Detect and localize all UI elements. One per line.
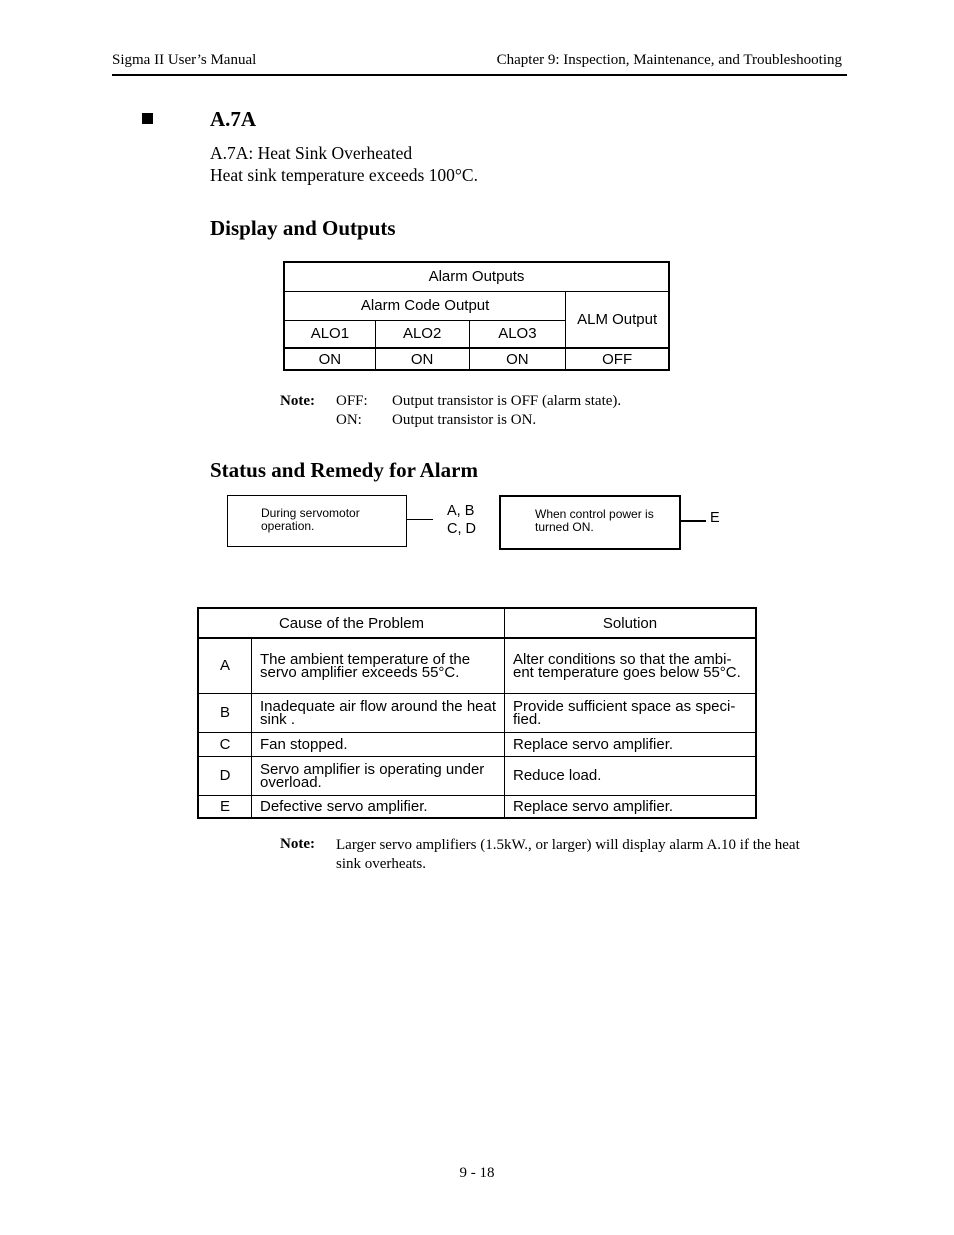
row-cause: The ambient temperature of the servo amplifier exceeds 55°C.: [252, 638, 505, 693]
note-on-key: ON:: [336, 412, 362, 428]
connector-line-2: [679, 520, 706, 522]
header-chapter-title: Chapter 9: Inspection, Maintenance, and Troubleshooting: [496, 52, 842, 68]
row-solution: Replace servo amplifier.: [505, 732, 757, 756]
alarm-outputs-title: Alarm Outputs: [284, 262, 669, 291]
table-row: [198, 795, 756, 818]
status-box-control-power-on: [499, 495, 681, 550]
square-bullet-icon: [142, 113, 153, 124]
alarm-description: Heat sink temperature exceeds 100°C.: [210, 165, 478, 185]
status-label-ab: A, B: [447, 503, 475, 519]
header-rule: [112, 74, 847, 76]
row-cause: Servo amplifier is operating under overload.: [252, 756, 505, 795]
status-box-servomotor-text: During servomotor operation.: [261, 506, 360, 533]
alo1-header: ALO1: [284, 320, 375, 348]
row-solution: Alter conditions so that the ambi-ent temperature goes below 55°C.: [505, 638, 757, 693]
alarm-name: A.7A: Heat Sink Overheated: [210, 143, 413, 163]
row-cause: Fan stopped.: [252, 732, 505, 756]
display-note-label: Note:: [280, 393, 315, 409]
alm-output-header: ALM Output: [566, 291, 669, 348]
header-manual-title: Sigma II User’s Manual: [112, 52, 257, 68]
alarm-outputs-table: [283, 261, 670, 371]
section-title: A.7A: [210, 107, 257, 131]
alo3-header: ALO3: [469, 320, 566, 348]
row-id: B: [198, 693, 252, 732]
status-box-control-power-text: When control power is turned ON.: [535, 507, 654, 534]
status-remedy-heading: Status and Remedy for Alarm: [210, 458, 478, 482]
row-solution: Replace servo amplifier.: [505, 795, 757, 818]
row-solution: Reduce load.: [505, 756, 757, 795]
alm-value: OFF: [566, 348, 669, 370]
row-cause: Defective servo amplifier.: [252, 795, 505, 818]
row-id: D: [198, 756, 252, 795]
cause-solution-table: [197, 607, 757, 819]
bottom-note-label: Note:: [280, 836, 315, 852]
status-label-abcd: [447, 502, 476, 538]
solution-header: Solution: [505, 608, 757, 638]
row-id: E: [198, 795, 252, 818]
status-label-cd: C, D: [447, 521, 476, 537]
table-row: [198, 732, 756, 756]
row-id: A: [198, 638, 252, 693]
status-box-servomotor-operation: [227, 495, 407, 547]
page-number: 9 - 18: [459, 1165, 495, 1181]
bottom-note-text: Larger servo amplifiers (1.5kW., or larger) will display alarm A.10 if the heat sink overheats.: [336, 837, 800, 872]
note-on-text: Output transistor is ON.: [392, 412, 537, 428]
row-solution: Provide sufficient space as speci-fied.: [505, 693, 757, 732]
alo2-header: ALO2: [375, 320, 469, 348]
display-outputs-heading: Display and Outputs: [210, 216, 396, 240]
row-id: C: [198, 732, 252, 756]
cause-header: Cause of the Problem: [198, 608, 505, 638]
note-off-key: OFF:: [336, 393, 368, 409]
table-row: [198, 756, 756, 795]
alo3-value: ON: [469, 348, 566, 370]
alo1-value: ON: [284, 348, 375, 370]
status-label-e: E: [710, 510, 720, 526]
alarm-code-output-header: Alarm Code Output: [284, 291, 566, 320]
alo2-value: ON: [375, 348, 469, 370]
row-cause: Inadequate air flow around the heat sink .: [252, 693, 505, 732]
connector-line-1: [406, 519, 433, 520]
table-row: [198, 638, 756, 693]
note-off-text: Output transistor is OFF (alarm state).: [392, 393, 622, 409]
table-row: [198, 693, 756, 732]
